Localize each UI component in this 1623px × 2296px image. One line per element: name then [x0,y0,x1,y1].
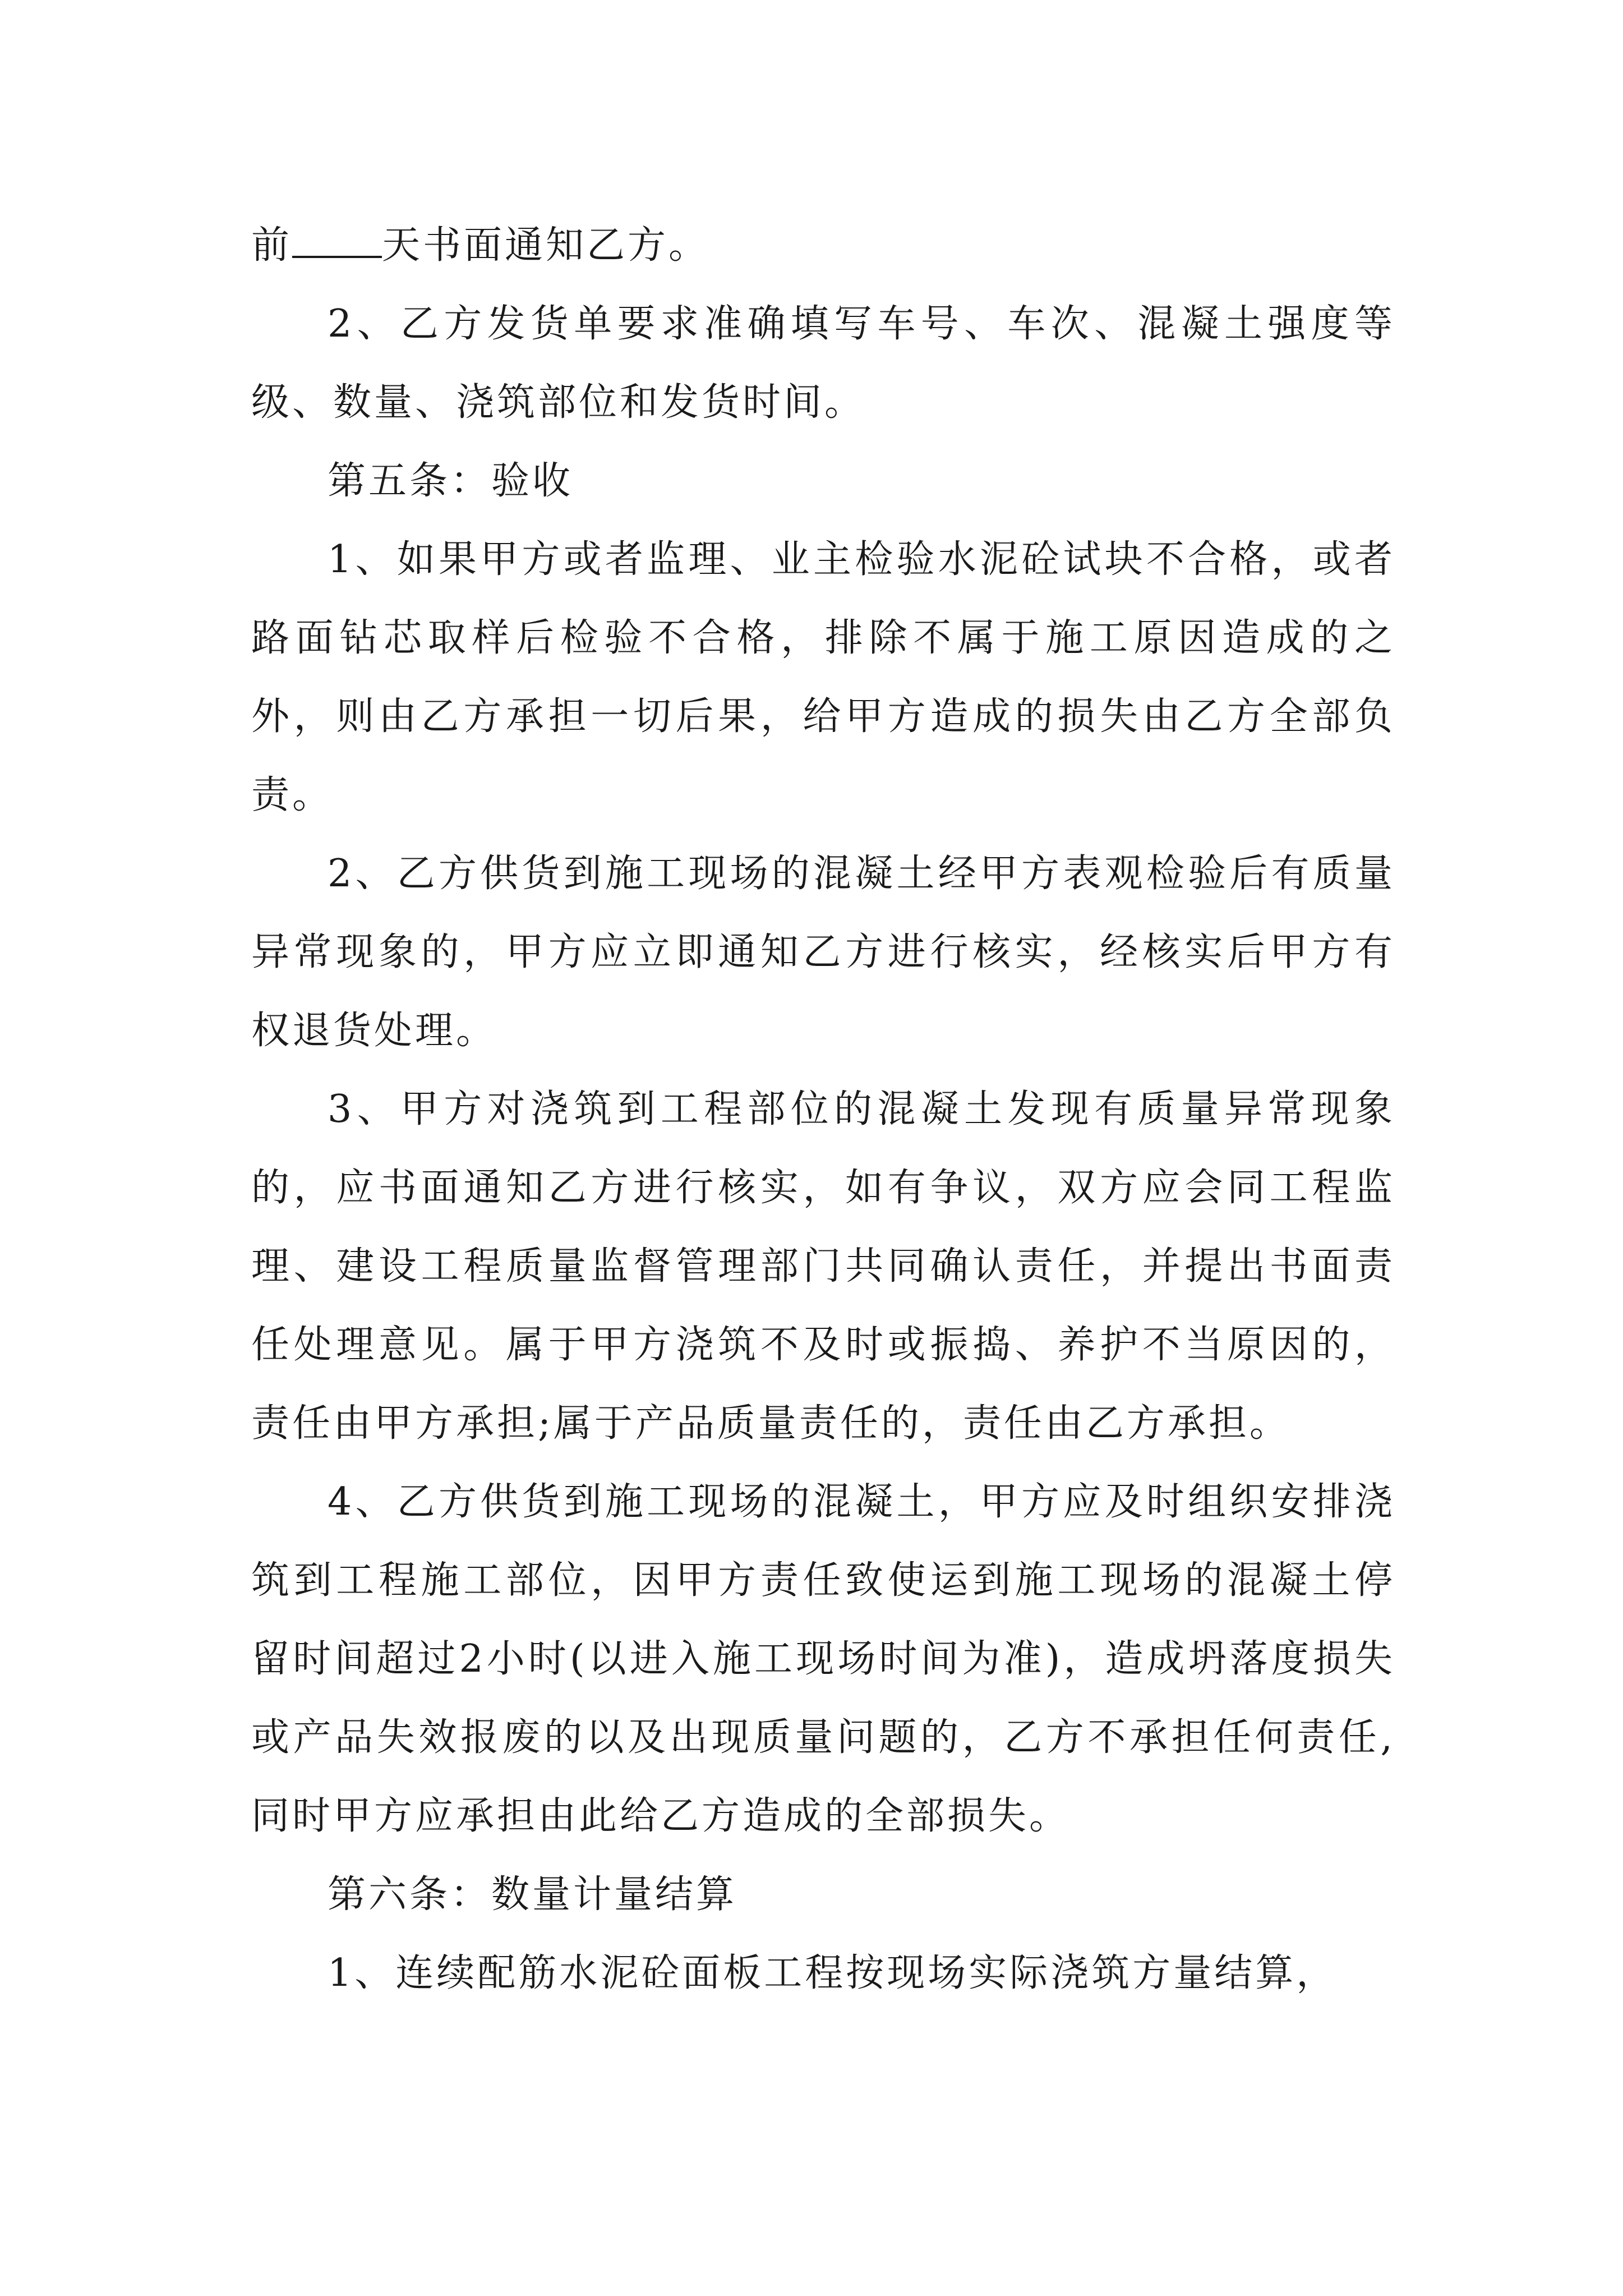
paragraph-settlement-1: 1、连续配筋水泥砼面板工程按现场实际浇筑方量结算， [328,1951,1338,1995]
paragraph-notice-after: 天书面通知乙方。 [382,223,710,268]
paragraph-acceptance-4: 4、乙方供货到施工现场的混凝土，甲方应及时组织安排浇筑到工程施工部位，因甲方责任致使运到施工现场的混凝土停留时间超过2小时(以进入施工现场时间为准)，造成坍落度损失或产品失效报废的以及出现质量问题的，乙方不承担任何责任,同时甲方应承担由此给乙方造成的全部损失。 [251,1480,1395,1838]
article-5-heading: 第五条：验收 [328,459,574,503]
paragraph-acceptance-3: 3、甲方对浇筑到工程部位的混凝土发现有质量异常现象的，应书面通知乙方进行核实，如有争议，双方应会同工程监理、建设工程质量监督管理部门共同确认责任，并提出书面责任处理意见。属于甲方浇筑不及时或振捣、养护不当原因的，责任由甲方承担;属于产品质量责任的，责任由乙方承担。 [251,1087,1395,1446]
article-6-heading: 第六条：数量计量结算 [328,1872,737,1917]
paragraph-acceptance-1: 1、如果甲方或者监理、业主检验水泥砼试块不合格，或者路面钻芯取样后检验不合格，排除不属于施工原因造成的之外，则由乙方承担一切后果，给甲方造成的损失由乙方全部负责。 [251,537,1395,817]
fill-in-blank [292,222,382,258]
paragraph-notice-before: 前 [251,223,293,268]
paragraph-delivery-note: 2、乙方发货单要求准确填写车号、车次、混凝土强度等级、数量、浇筑部位和发货时间。 [251,302,1395,425]
document-page [251,206,1395,2013]
paragraph-acceptance-2: 2、乙方供货到施工现场的混凝土经甲方表观检验后有质量异常现象的，甲方应立即通知乙方进行核实，经核实后甲方有权退货处理。 [251,852,1395,1053]
paragraph-notice [251,206,1395,285]
